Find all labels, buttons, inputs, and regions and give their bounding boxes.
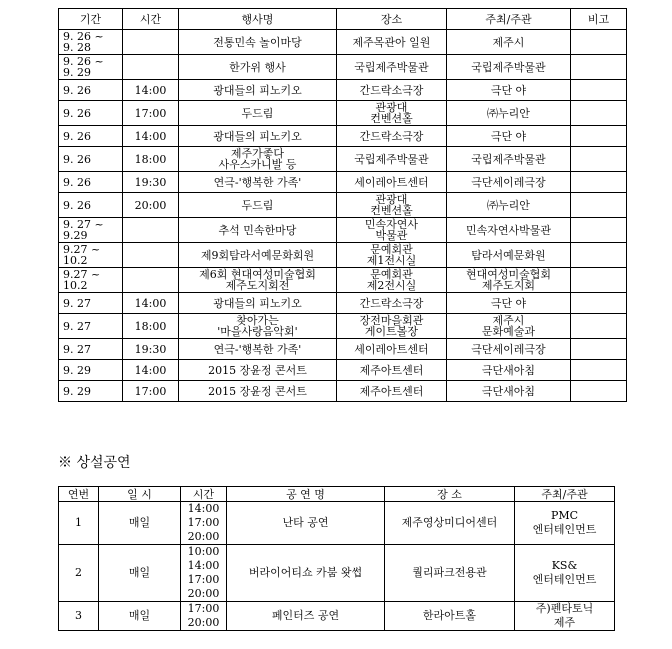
cell-event: 제주가좋다 사우스카니발 등 xyxy=(179,147,337,172)
cell-time xyxy=(123,268,179,293)
cell-note xyxy=(571,80,627,101)
table-row xyxy=(59,172,627,193)
cell-date: 9. 27 ~ 9.29 xyxy=(59,218,123,243)
cell-no: 1 xyxy=(59,502,99,545)
header-show: 공 연 명 xyxy=(227,487,385,502)
header-no: 연번 xyxy=(59,487,99,502)
cell-place: 민속자연사 박물관 xyxy=(337,218,447,243)
cell-date: 9. 26 xyxy=(59,80,123,101)
cell-time: 14:00 xyxy=(123,126,179,147)
cell-note xyxy=(571,101,627,126)
cell-date: 9. 27 xyxy=(59,339,123,360)
cell-no: 3 xyxy=(59,602,99,631)
header-host: 주최/주관 xyxy=(515,487,615,502)
cell-place: 관광대 컨벤션홀 xyxy=(337,101,447,126)
cell-event: 광대들의 피노키오 xyxy=(179,293,337,314)
cell-host: 극단 야 xyxy=(447,126,571,147)
header-day: 일 시 xyxy=(99,487,181,502)
cell-date: 9. 26 xyxy=(59,193,123,218)
cell-event: 추석 민속한마당 xyxy=(179,218,337,243)
cell-date: 9. 26 ~ 9. 29 xyxy=(59,55,123,80)
cell-place: 간드락소극장 xyxy=(337,80,447,101)
event-schedule-table xyxy=(58,8,627,402)
cell-event: 연극-'행복한 가족' xyxy=(179,172,337,193)
cell-host: 극단 야 xyxy=(447,293,571,314)
cell-date: 9. 26 xyxy=(59,101,123,126)
cell-time: 17:00 xyxy=(123,101,179,126)
cell-time: 14:00 xyxy=(123,80,179,101)
cell-place: 제주아트센터 xyxy=(337,381,447,402)
cell-place: 한라아트홀 xyxy=(385,602,515,631)
cell-event: 연극-'행복한 가족' xyxy=(179,339,337,360)
table-header-row xyxy=(59,487,615,502)
table-row xyxy=(59,243,627,268)
cell-date: 9. 27 xyxy=(59,293,123,314)
cell-day: 매일 xyxy=(99,602,181,631)
header-place: 장소 xyxy=(337,9,447,30)
table-row xyxy=(59,55,627,80)
cell-date: 9. 29 xyxy=(59,381,123,402)
cell-show: 버라이어티쇼 카붐 왓썹 xyxy=(227,545,385,602)
cell-times: 10:00 14:00 17:00 20:00 xyxy=(181,545,227,602)
cell-time: 18:00 xyxy=(123,314,179,339)
cell-place: 관광대 컨벤션홀 xyxy=(337,193,447,218)
cell-host: 극단세이레극장 xyxy=(447,172,571,193)
cell-host: KS& 엔터테인먼트 xyxy=(515,545,615,602)
cell-note xyxy=(571,381,627,402)
cell-note xyxy=(571,147,627,172)
cell-event: 제9회탐라서예문화회원 xyxy=(179,243,337,268)
cell-place: 문예회관 제1전시실 xyxy=(337,243,447,268)
cell-show: 페인터즈 공연 xyxy=(227,602,385,631)
header-place: 장 소 xyxy=(385,487,515,502)
cell-event: 2015 장윤정 콘서트 xyxy=(179,381,337,402)
cell-event: 두드림 xyxy=(179,193,337,218)
cell-note xyxy=(571,268,627,293)
cell-place: 퀄리파크전용관 xyxy=(385,545,515,602)
cell-event: 찾아가는 '마을사랑음악회' xyxy=(179,314,337,339)
table-row xyxy=(59,502,615,545)
permanent-show-table xyxy=(58,486,615,631)
table-row xyxy=(59,314,627,339)
cell-note xyxy=(571,30,627,55)
table-row xyxy=(59,30,627,55)
cell-note xyxy=(571,339,627,360)
header-period: 기간 xyxy=(59,9,123,30)
cell-place: 세이레아트센터 xyxy=(337,339,447,360)
table-row xyxy=(59,360,627,381)
cell-date: 9. 26 xyxy=(59,172,123,193)
header-host: 주최/주관 xyxy=(447,9,571,30)
cell-note xyxy=(571,126,627,147)
cell-time: 17:00 xyxy=(123,381,179,402)
cell-times: 14:00 17:00 20:00 xyxy=(181,502,227,545)
cell-note xyxy=(571,218,627,243)
cell-host: ㈜누리안 xyxy=(447,101,571,126)
cell-time: 18:00 xyxy=(123,147,179,172)
cell-host: 국립제주박물관 xyxy=(447,55,571,80)
cell-date: 9. 29 xyxy=(59,360,123,381)
cell-day: 매일 xyxy=(99,545,181,602)
table-row xyxy=(59,147,627,172)
cell-time xyxy=(123,30,179,55)
cell-event: 제6회 현대여성미술협회 제주도지회전 xyxy=(179,268,337,293)
cell-event: 전통민속 놀이마당 xyxy=(179,30,337,55)
table-row xyxy=(59,218,627,243)
cell-place: 제주영상미디어센터 xyxy=(385,502,515,545)
cell-host: ㈜누리안 xyxy=(447,193,571,218)
table-row xyxy=(59,126,627,147)
cell-host: 탐라서예문화원 xyxy=(447,243,571,268)
cell-host: 극단새아침 xyxy=(447,381,571,402)
table-row xyxy=(59,339,627,360)
cell-time: 19:30 xyxy=(123,339,179,360)
cell-host: 제주시 문화예술과 xyxy=(447,314,571,339)
cell-host: 극단 야 xyxy=(447,80,571,101)
cell-times: 17:00 20:00 xyxy=(181,602,227,631)
cell-event: 광대들의 피노키오 xyxy=(179,126,337,147)
cell-note xyxy=(571,243,627,268)
cell-time: 19:30 xyxy=(123,172,179,193)
cell-note xyxy=(571,172,627,193)
cell-time: 20:00 xyxy=(123,193,179,218)
cell-event: 2015 장윤정 콘서트 xyxy=(179,360,337,381)
table-row xyxy=(59,80,627,101)
table-row xyxy=(59,381,627,402)
cell-host: 현대여성미술협회 제주도지회 xyxy=(447,268,571,293)
cell-event: 광대들의 피노키오 xyxy=(179,80,337,101)
cell-place: 세이레아트센터 xyxy=(337,172,447,193)
table-header-row xyxy=(59,9,627,30)
section-title: ※ 상설공연 xyxy=(58,455,131,471)
table-row xyxy=(59,268,627,293)
cell-time xyxy=(123,218,179,243)
cell-host: 극단새아침 xyxy=(447,360,571,381)
header-time: 시간 xyxy=(123,9,179,30)
cell-note xyxy=(571,55,627,80)
cell-host: PMC 엔터테인먼트 xyxy=(515,502,615,545)
cell-time: 14:00 xyxy=(123,293,179,314)
cell-date: 9.27 ~ 10.2 xyxy=(59,243,123,268)
cell-host: 제주시 xyxy=(447,30,571,55)
cell-place: 제주목관아 일원 xyxy=(337,30,447,55)
table-row xyxy=(59,101,627,126)
cell-time xyxy=(123,55,179,80)
cell-event: 두드림 xyxy=(179,101,337,126)
cell-note xyxy=(571,293,627,314)
table-row xyxy=(59,293,627,314)
cell-show: 난타 공연 xyxy=(227,502,385,545)
cell-host: 민속자연사박물관 xyxy=(447,218,571,243)
cell-host: 주)펜타토닉 제주 xyxy=(515,602,615,631)
cell-note xyxy=(571,314,627,339)
cell-event: 한가위 행사 xyxy=(179,55,337,80)
cell-date: 9. 26 xyxy=(59,147,123,172)
cell-place: 문예회관 제2전시실 xyxy=(337,268,447,293)
cell-date: 9.27 ~ 10.2 xyxy=(59,268,123,293)
cell-date: 9. 27 xyxy=(59,314,123,339)
table-row xyxy=(59,602,615,631)
cell-date: 9. 26 ~ 9. 28 xyxy=(59,30,123,55)
table-row xyxy=(59,545,615,602)
cell-note xyxy=(571,193,627,218)
cell-date: 9. 26 xyxy=(59,126,123,147)
header-time: 시간 xyxy=(181,487,227,502)
cell-place: 장전마을회관 게이트볼장 xyxy=(337,314,447,339)
header-event: 행사명 xyxy=(179,9,337,30)
cell-place: 국립제주박물관 xyxy=(337,55,447,80)
cell-place: 간드락소극장 xyxy=(337,126,447,147)
cell-day: 매일 xyxy=(99,502,181,545)
cell-time xyxy=(123,243,179,268)
table-row xyxy=(59,193,627,218)
cell-place: 간드락소극장 xyxy=(337,293,447,314)
cell-place: 국립제주박물관 xyxy=(337,147,447,172)
cell-host: 극단세이레극장 xyxy=(447,339,571,360)
cell-place: 제주아트센터 xyxy=(337,360,447,381)
cell-host: 국립제주박물관 xyxy=(447,147,571,172)
cell-no: 2 xyxy=(59,545,99,602)
cell-time: 14:00 xyxy=(123,360,179,381)
header-note: 비고 xyxy=(571,9,627,30)
cell-note xyxy=(571,360,627,381)
